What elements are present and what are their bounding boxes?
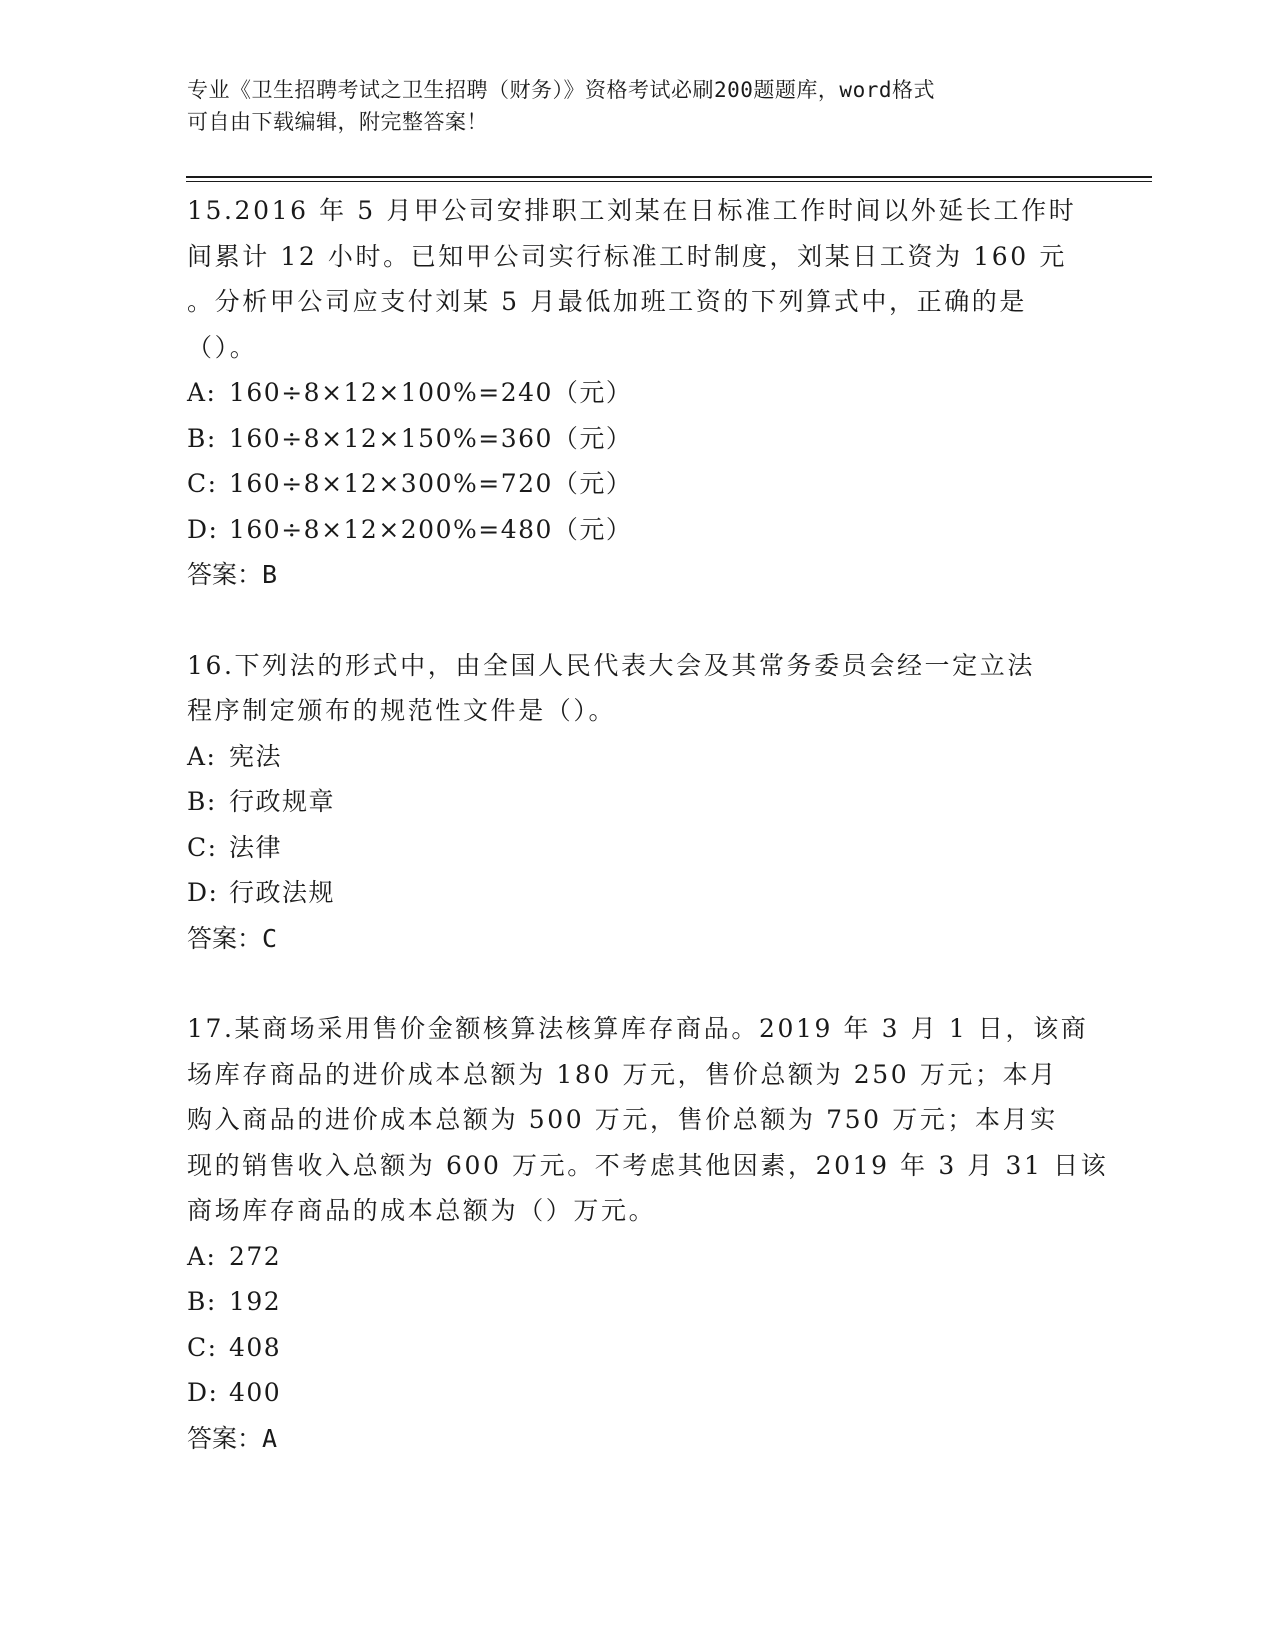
question-text-line: 15.2016 年 5 月甲公司安排职工刘某在日标准工作时间以外延长工作时: [187, 196, 1077, 225]
option-key: C:: [187, 832, 218, 862]
option-key: D:: [187, 514, 219, 544]
option-key: D:: [187, 878, 219, 907]
question-text-line: （）。: [187, 332, 258, 362]
question-text-line: 场库存商品的进价成本总额为 180 万元，售价总额为 250 万元；本月: [187, 1059, 1058, 1089]
option-a: [187, 734, 1087, 780]
option-text: 160÷8×12×100%=240（元）: [229, 378, 633, 407]
option-b: [187, 1279, 1087, 1325]
option-d: [187, 1370, 1087, 1416]
document-header: [187, 74, 1087, 138]
question-list: [187, 188, 1109, 1461]
option-text: 160÷8×12×300%=720（元）: [229, 469, 633, 498]
option-key: B:: [187, 423, 217, 453]
option-a: [187, 370, 1087, 416]
option-b: [187, 779, 1087, 825]
header-divider-thin: [186, 181, 1152, 182]
option-text: 192: [229, 1287, 282, 1316]
question-text-line: 商场库存商品的成本总额为（）万元。: [187, 1196, 657, 1225]
option-text: 408: [229, 1332, 282, 1362]
option-key: D:: [187, 1378, 219, 1407]
header-line-2: 可自由下载编辑，附完整答案！: [187, 110, 488, 134]
question-spacer: [187, 598, 1087, 643]
option-text: 272: [229, 1241, 282, 1271]
question-item: [187, 643, 1087, 962]
question-text-line: 16.下列法的形式中，由全国人民代表大会及其常务委员会经一定立法: [187, 650, 1035, 680]
question-spacer: [187, 961, 1087, 1006]
option-key: C:: [187, 469, 218, 498]
option-key: A:: [187, 1241, 217, 1271]
question-text-line: 现的销售收入总额为 600 万元。不考虑其他因素，2019 年 3 月 31 日该: [187, 1150, 1109, 1180]
option-text: 宪法: [229, 741, 283, 771]
option-c: [187, 1325, 1087, 1371]
option-text: 行政法规: [229, 878, 336, 907]
question-text-line: 间累计 12 小时。已知甲公司实行标准工时制度，刘某日工资为 160 元: [187, 241, 1067, 271]
question-text-line: 。分析甲公司应支付刘某 5 月最低加班工资的下列算式中，正确的是: [187, 287, 1028, 316]
option-text: 法律: [229, 832, 283, 862]
option-text: 160÷8×12×150%=360（元）: [229, 423, 633, 453]
answer-label: 答案：C: [187, 923, 278, 953]
header-divider-thick: [186, 176, 1152, 178]
option-key: A:: [187, 378, 217, 407]
option-d: [187, 507, 1087, 553]
answer-label: 答案：A: [187, 1423, 278, 1453]
option-text: 160÷8×12×200%=480（元）: [229, 514, 633, 544]
option-key: B:: [187, 787, 217, 816]
option-key: C:: [187, 1332, 218, 1362]
option-text: 行政规章: [229, 787, 336, 816]
question-text-line: 购入商品的进价成本总额为 500 万元，售价总额为 750 万元；本月实: [187, 1105, 1058, 1134]
option-c: [187, 825, 1087, 871]
question-item: [187, 1006, 1109, 1461]
option-key: B:: [187, 1287, 217, 1316]
question-text-line: 17.某商场采用售价金额核算法核算库存商品。2019 年 3 月 1 日，该商: [187, 1014, 1089, 1043]
option-c: [187, 461, 1087, 507]
option-a: [187, 1234, 1087, 1280]
option-b: [187, 416, 1087, 462]
answer-label: 答案：B: [187, 560, 278, 589]
header-line-1: 专业《卫生招聘考试之卫生招聘（财务）》资格考试必刷200题题库，word格式: [187, 78, 935, 102]
question-item: [187, 188, 1087, 598]
option-d: [187, 870, 1087, 916]
option-text: 400: [229, 1378, 282, 1407]
question-text-line: 程序制定颁布的规范性文件是（）。: [187, 696, 617, 725]
option-key: A:: [187, 741, 217, 771]
